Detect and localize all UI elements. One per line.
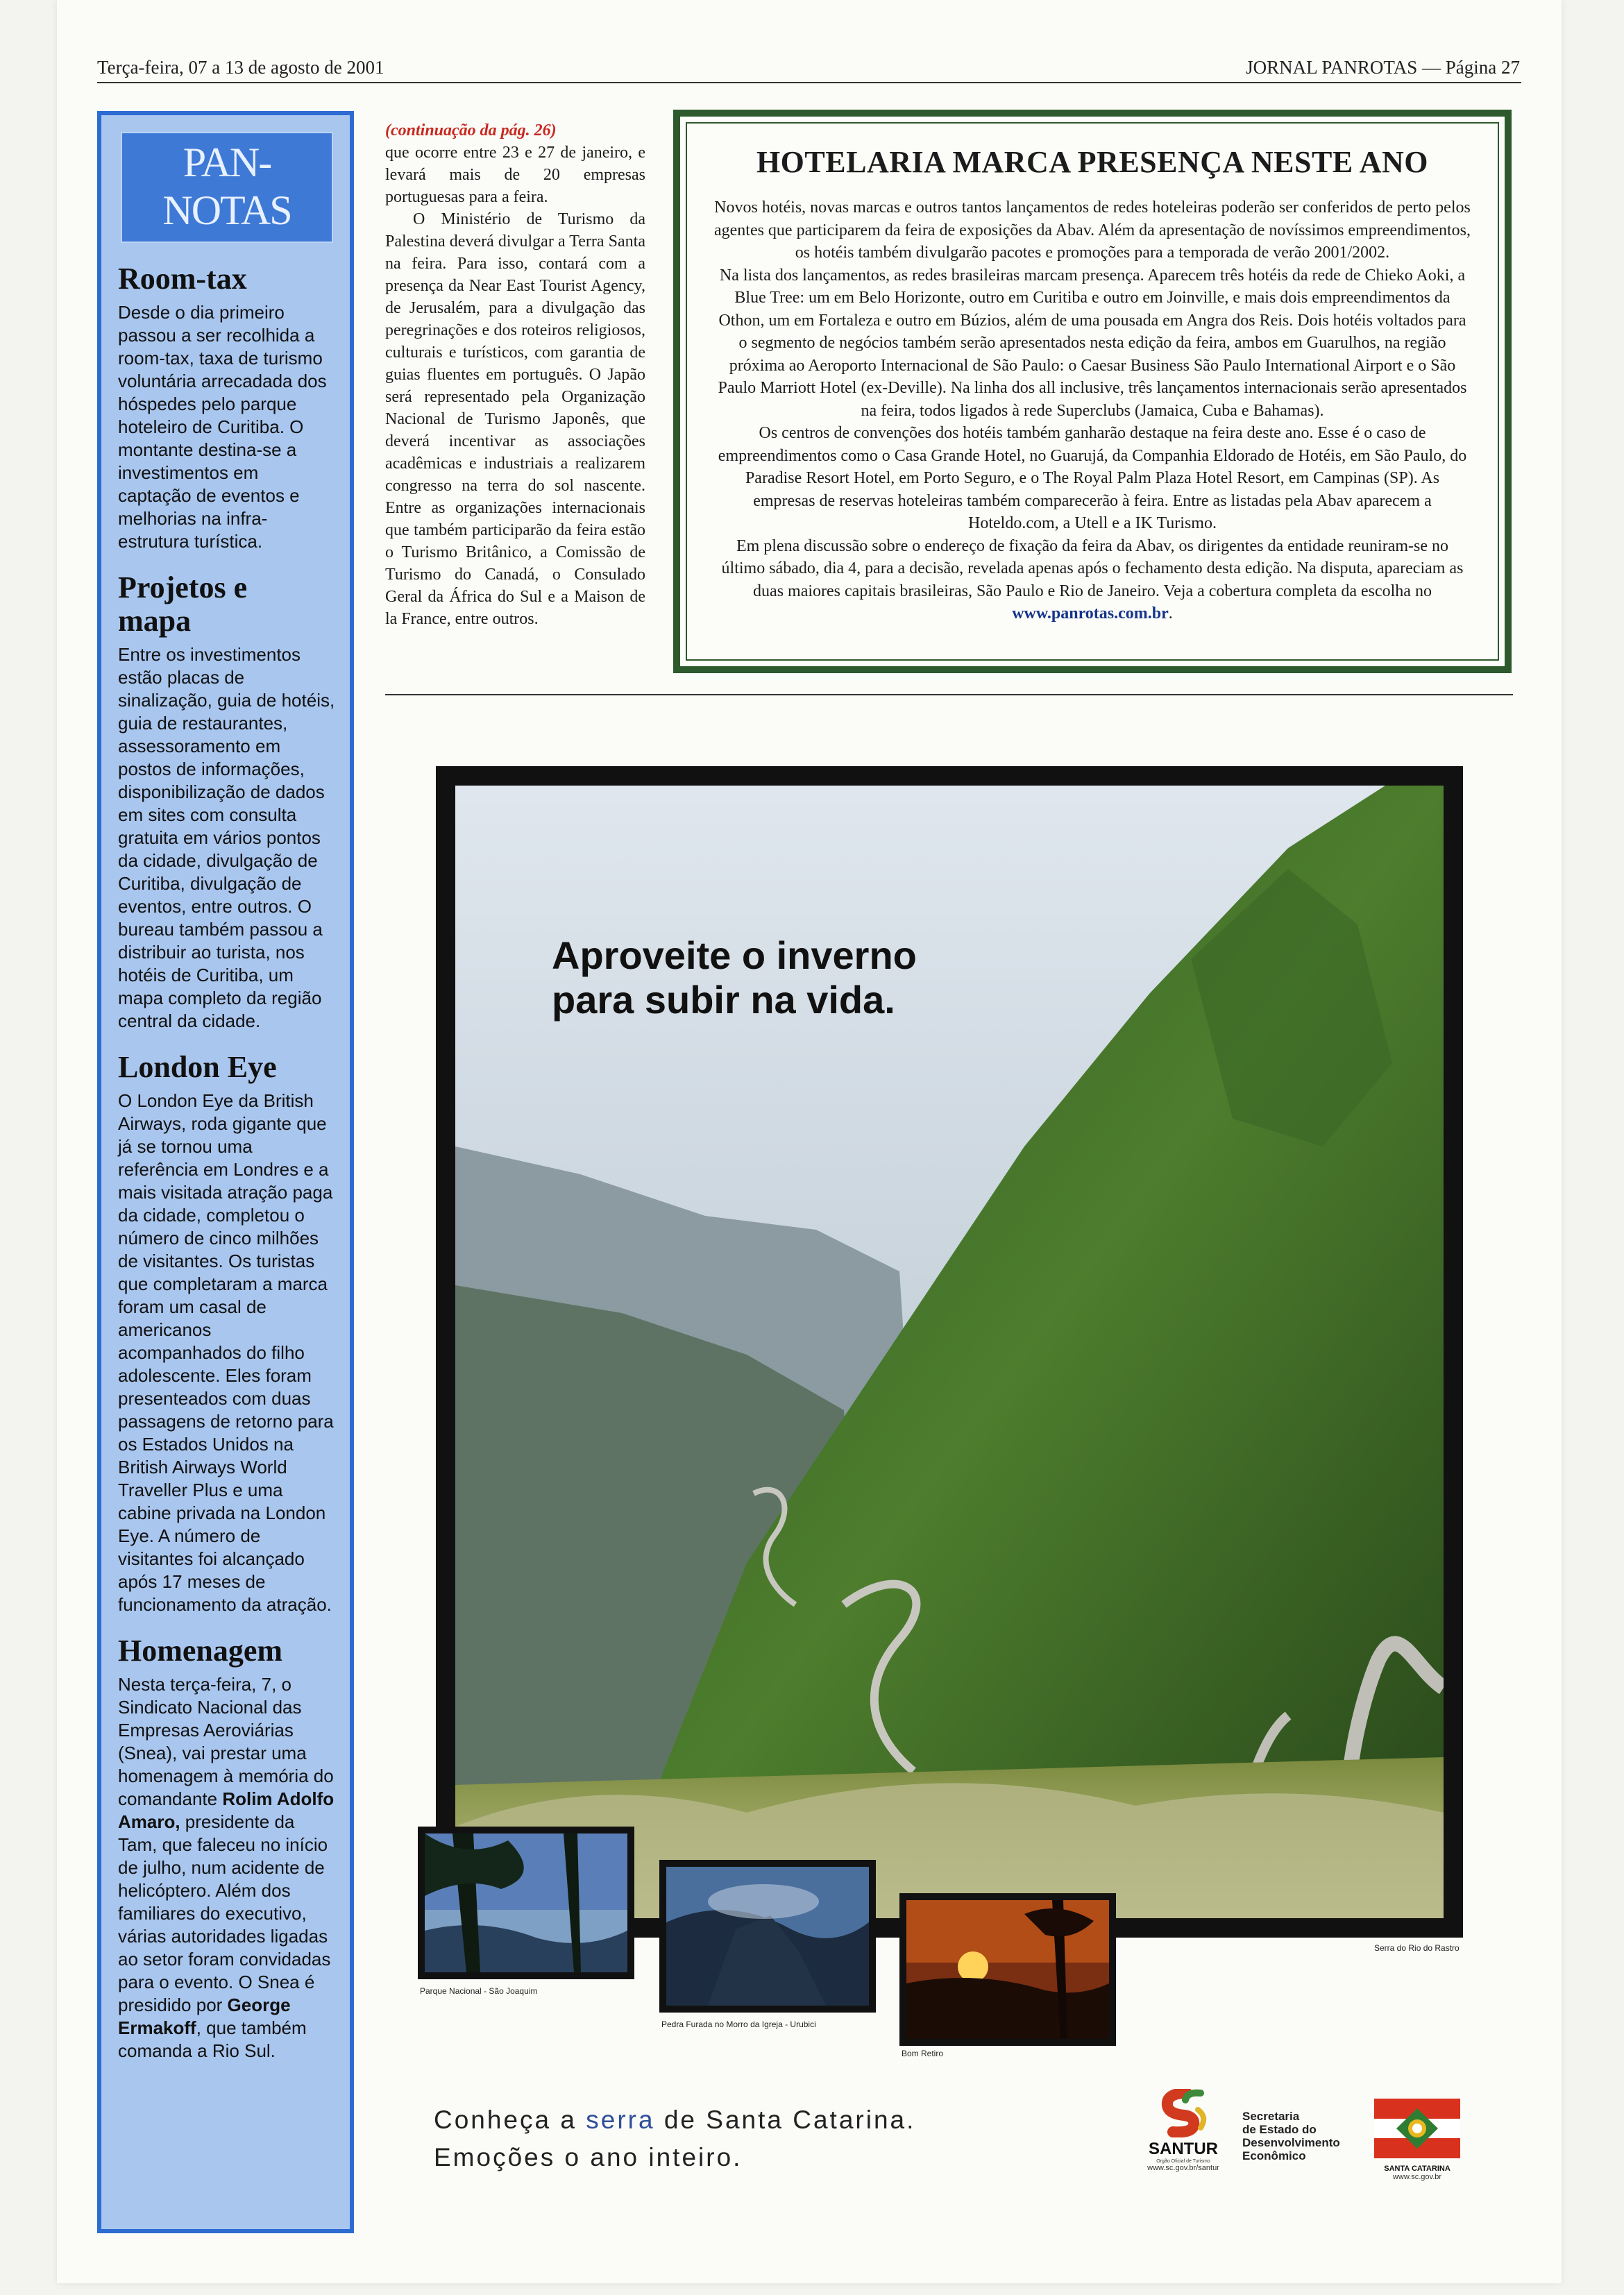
photo-caption-1: Parque Nacional - São Joaquim bbox=[420, 1986, 538, 1996]
article-paragraph: que ocorre entre 23 e 27 de janeiro, e levará mais de 20 empresas portuguesas para a feira. bbox=[385, 144, 645, 206]
thumb-bom-retiro bbox=[899, 1893, 1116, 2046]
santa-catarina-flag: SANTA CATARINA www.sc.gov.br bbox=[1374, 2099, 1460, 2181]
continuation-note: (continuação da pág. 26) bbox=[385, 121, 557, 139]
article-paragraph: O Ministério de Turismo da Palestina deverá divulgar a Terra Santa na feira. Para isso, contará com a presença da Near East Tourist Agency, de Jerusalém, para a divulgação das peregrinações e dos roteiros religiosos, culturais e turísticos, com garantia de guias fluentes em português. O Japão será representado pela Organização Nacional de Turismo Japonês, que deverá incentivar as associações acadêmicas e industriais a realizarem congresso na terra do sol nascente. Entre as organizações internacionais que também participarão da feira estão o Turismo Britânico, a Comissão de Turismo do Canadá, o Consulado Geral da África do Sul e a Maison de la France, entre outros. bbox=[385, 210, 645, 628]
photo-caption-3: Bom Retiro bbox=[902, 2049, 944, 2058]
sidebar-heading-projetos: Projetos e mapa bbox=[118, 570, 248, 638]
hotelaria-paragraph: Em plena discussão sobre o endereço de fixação da feira da Abav, os dirigentes da entidade reuniram-se no último sábado, dia 4, para a decisão, revelada apenas após o fechamento desta edição. Na disputa, apareciam as duas maiores capitais brasileiras, São Paulo e Rio de Janeiro. Veja a cobertura completa da escolha no www.panrotas.com.br. bbox=[721, 536, 1464, 623]
photo-caption-2: Pedra Furada no Morro da Igreja - Urubici bbox=[661, 2019, 816, 2029]
sc-flag-icon bbox=[1374, 2099, 1460, 2158]
header-rule bbox=[97, 82, 1521, 83]
sidebar-text-room-tax: Desde o dia primeiro passou a ser recolhida a room-tax, taxa de turismo voluntária arrecadada dos hóspedes pelo parque hoteleiro de Curitiba. O montante destina-se a investimentos em captação de eventos e melhorias na infra-estrutura turística. bbox=[118, 302, 327, 552]
santur-logo: SANTUR Órgão Oficial de Turismo www.sc.gov.br/santur bbox=[1142, 2089, 1225, 2172]
thumb-sao-joaquim bbox=[418, 1827, 634, 1979]
issue-date: Terça-feira, 07 a 13 de agosto de 2001 bbox=[97, 57, 384, 78]
panrotas-link[interactable]: www.panrotas.com.br bbox=[1012, 604, 1169, 623]
bom-retiro-photo bbox=[906, 1900, 1109, 2039]
santur-s-icon bbox=[1152, 2089, 1215, 2137]
sidebar-text-projetos: Entre os investimentos estão placas de sinalização, guia de hotéis, guia de restaurantes, assessoramento em postos de informações, disponibilização de dados em sites com consulta gratuita em vários pontos da cidade, divulgação de Curitiba, divulgação de eventos, entre outros. O bureau também passou a distribuir ao turista, nos hotéis de Curitiba, um mapa completo da região central da cidade. bbox=[118, 644, 335, 1031]
sidebar-heading-homenagem: Homenagem bbox=[118, 1634, 283, 1668]
sidebar-text-homenagem: Nesta terça-feira, 7, o Sindicato Nacional das Empresas Aeroviárias (Snea), vai prestar uma homenagem à memória do comandante Rolim Adolfo Amaro, presidente da Tam, que faleceu no início de julho, num acidente de helicóptero. Além dos familiares do executivo, várias autoridades ligadas ao setor foram convidadas para o evento. O Snea é presidido por George Ermakoff, que também comanda a Rio Sul. bbox=[118, 1674, 335, 2061]
sao-joaquim-photo bbox=[425, 1834, 627, 1972]
sidebar-text-london-eye: O London Eye da British Airways, roda gigante que já se tornou uma referência em Londres e a mais visitada atração paga da cidade, completou o número de cinco milhões de visitantes. Os turistas que completaram a marca foram um casal de americanos acompanhados do filho adolescente. Eles foram presenteados com duas passagens de retorno para os Estados Unidos na British Airways World Traveller Plus e uma cabine privada na London Eye. A número de visitantes foi alcançado após 17 meses de funcionamento da atração. bbox=[118, 1090, 334, 1615]
hotelaria-title: HOTELARIA MARCA PRESENÇA NESTE ANO bbox=[756, 145, 1429, 179]
pedra-furada-photo bbox=[666, 1867, 869, 2006]
photo-caption-main: Serra do Rio do Rastro bbox=[1374, 1943, 1460, 1953]
hotelaria-paragraph: Os centros de convenções dos hotéis também ganharão destaque na feira deste ano. Esse é o caso de empreendimentos como o Casa Grande Hotel, no Guarujá, da Companhia Eldorado de Hotéis, em São Paulo, do Paradise Resort Hotel, em Porto Seguro, e o The Royal Palm Plaza Hotel Resort, em Campinas (SP). As empresas de reservas hoteleiras também comparecerão à feira. Entre as listadas pela Abav aparecem a Hoteldo.com, a Utell e a IK Turismo. bbox=[718, 424, 1467, 532]
ad-headline: Aproveite o inverno para subir na vida. bbox=[552, 933, 917, 1022]
hotelaria-paragraph: Na lista dos lançamentos, as redes brasileiras marcam presença. Aparecem três hotéis da rede de Chieko Aoki, a Blue Tree: um em Belo Horizonte, outro em Curitiba e outro em Joinville, e mais dois empreendimentos da Othon, um em Fortaleza e outro em Búzios, além de uma pousada em Angra dos Reis. Dois hotéis voltados para o segmento de negócios também serão apresentados nesta edição da feira, ambos em Guarulhos, na região próxima ao Aeroporto Internacional de São Paulo: o Caesar Business São Paulo International Airport e o São Paulo Marriott Hotel (ex-Deville). Na linha dos all inclusive, três lançamentos internacionais serão apresentados na feira, todos ligados à rede Superclubs (Jamaica, Cuba e Bahamas). bbox=[718, 266, 1467, 420]
section-rule bbox=[385, 694, 1513, 695]
thumb-pedra-furada bbox=[659, 1860, 876, 2013]
secretaria-label: Secretaria de Estado do Desenvolvimento Econômico bbox=[1242, 2110, 1340, 2162]
ad-slogan: Conheça a serra de Santa Catarina. Emoções o ano inteiro. bbox=[434, 2106, 916, 2171]
article-continuation bbox=[385, 119, 645, 630]
pan-notas-sidebar bbox=[97, 111, 354, 2233]
hotelaria-paragraph: Novos hotéis, novas marcas e outros tantos lançamentos de redes hoteleiras poderão ser conferidos de perto pelos agentes que participarem da feira de exposições da Abav. Além da apresentação de novíssimos empreendimentos, os hotéis também divulgarão pacotes e promoções para a temporada de verão 2001/2002. bbox=[713, 198, 1471, 262]
sidebar-heading-london-eye: London Eye bbox=[118, 1050, 277, 1084]
pan-notas-title: PAN-NOTAS bbox=[121, 132, 333, 243]
page-folio: JORNAL PANROTAS — Página 27 bbox=[1246, 57, 1520, 78]
sidebar-heading-room-tax: Room-tax bbox=[118, 262, 247, 296]
hotelaria-box bbox=[673, 110, 1512, 673]
